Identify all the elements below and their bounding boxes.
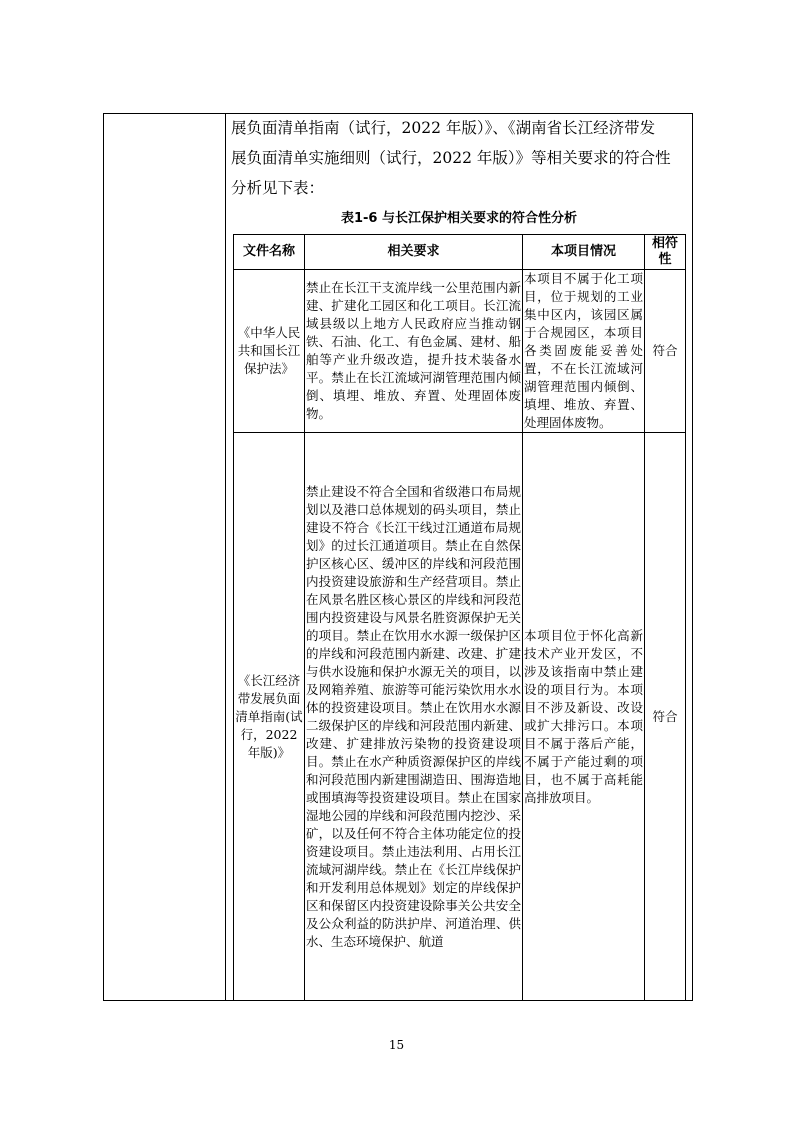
table-row [234,270,686,433]
requirements-cell: 禁止在长江干支流岸线一公里范围内新建、扩建化工园区和化工项目。长江流域县级以上地方人民政府应当推动钢铁、石油、化工、有色金属、建材、船舶等产业升级改造，提升技术装备水平。禁止在长江流域河湖管理范围内倾倒、填埋、堆放、弃置、处理固体废物。 [305,270,523,433]
header-situation: 本项目情况 [523,235,645,270]
doc-name-cell: 《长江经济带发展负面清单指南(试行，2022年版)》 [234,433,305,1001]
header-doc-name: 文件名称 [234,235,305,270]
intro-line: 分析见下表： [231,179,325,197]
frame-divider [225,114,226,1000]
compliance-cell: 符合 [645,433,686,1001]
compliance-table [233,234,686,1000]
doc-name-cell: 《中华人民共和国长江保护法》 [234,270,305,433]
header-requirements: 相关要求 [305,235,523,270]
requirements-cell: 禁止建设不符合全国和省级港口布局规划以及港口总体规划的码头项目，禁止建设不符合《长江干线过江通道布局规划》的过长江通道项目。禁止在自然保护区核心区、缓冲区的岸线和河段范围内投资建设旅游和生产经营项目。禁止在风景名胜区核心景区的岸线和河段范围内投资建设与风景名胜资源保护无关的项目。禁止在饮用水水源一级保护区的岸线和河段范围内新建、改建、扩建与供水设施和保护水源无关的项目，以及网箱养殖、旅游等可能污染饮用水水体的投资建设项目。禁止在饮用水水源二级保护区的岸线和河段范围内新建、改建、扩建排放污染物的投资建设项目。禁止在水产种质资源保护区的岸线和河段范围内新建围湖造田、围海造地或围填海等投资建设项目。禁止在国家湿地公园的岸线和河段范围内挖沙、采矿，以及任何不符合主体功能定位的投资建设项目。禁止违法利用、占用长江流域河湖岸线。禁止在《长江岸线保护和开发利用总体规划》划定的岸线保护区和保留区内投资建设除事关公共安全及公众利益的防洪护岸、河道治理、供水、生态环境保护、航道 [305,433,523,1001]
compliance-cell: 符合 [645,270,686,433]
intro-line: 展负面清单实施细则（试行，2022 年版）》等相关要求的符合性 [231,149,671,167]
situation-cell: 本项目不属于化工项目，位于规划的工业集中区内，该园区属于合规园区，本项目各类固废能妥善处置，不在长江流域河湖管理范围内倾倒、填埋、堆放、弃置、处理固体废物。 [523,270,645,433]
table-title: 表1-6 与长江保护相关要求的符合性分析 [340,211,577,226]
header-compliance: 相符性 [645,235,686,270]
page-number: 15 [388,1038,405,1052]
intro-line: 展负面清单指南（试行，2022 年版）》、《湖南省长江经济带发 [231,119,656,137]
table-header-row [234,235,686,270]
situation-cell: 本项目位于怀化高新技术产业开发区，不涉及该指南中禁止建设的项目行为。本项目不涉及新设、改设或扩大排污口。本项目不属于落后产能，不属于产能过剩的项目，也不属于高耗能高排放项目。 [523,433,645,1001]
intro-paragraph [231,113,687,203]
table-row [234,433,686,1001]
